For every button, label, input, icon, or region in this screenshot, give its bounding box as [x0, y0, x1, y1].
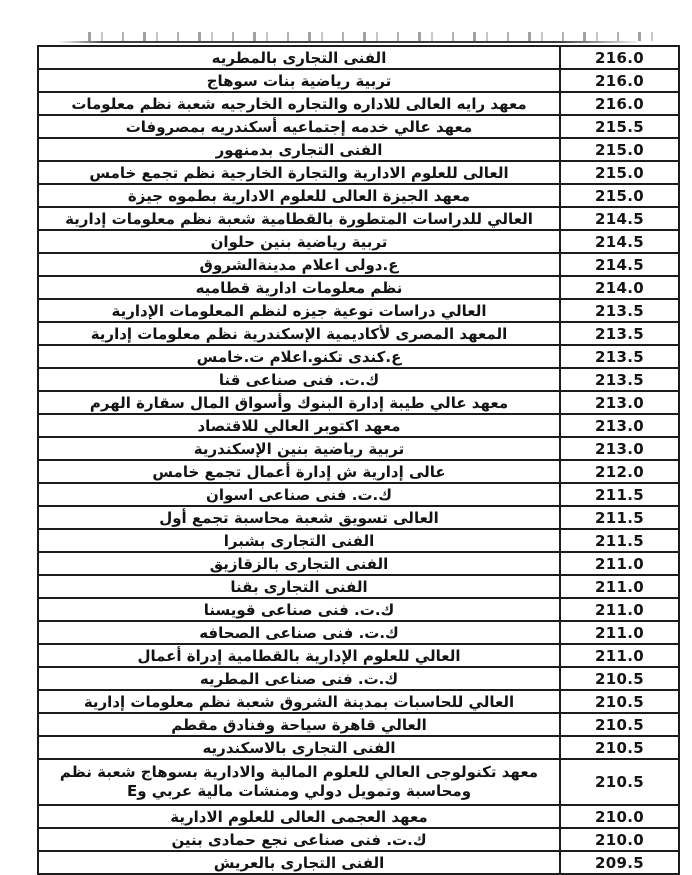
- institution-name: ك.ت. فنى صناعى الصحافه: [199, 623, 399, 642]
- score-value: 211.0: [559, 599, 678, 620]
- institution-name: العالى للعلوم الادارية والتجارة الخارجية نظم تجمع خامس: [89, 163, 509, 182]
- score-value: 211.5: [559, 507, 678, 528]
- score-value: 215.0: [559, 162, 678, 183]
- table-row: [39, 392, 678, 415]
- institution-name: الفنى التجارى بالاسكندريه: [202, 738, 396, 757]
- institution-name: ك.ت. فنى صناعى قنا: [218, 370, 380, 389]
- table-row: [39, 277, 678, 300]
- score-value: 213.5: [559, 369, 678, 390]
- institution-name: معهد عالي طيبة إدارة البنوك وأسواق المال سقارة الهرم: [89, 393, 509, 412]
- cut-off-row-border: [58, 41, 644, 43]
- table-row: [39, 576, 678, 599]
- score-value: 215.0: [559, 139, 678, 160]
- score-value: 211.5: [559, 530, 678, 551]
- table-row: [39, 300, 678, 323]
- institution-name: تربية رياضية بنين حلوان: [210, 232, 388, 251]
- score-value: 211.0: [559, 645, 678, 666]
- score-value: 215.0: [559, 185, 678, 206]
- score-value: 212.0: [559, 461, 678, 482]
- institution-name: معهد عالي خدمه إجتماعيه أسكندريه بمصروفات: [125, 117, 473, 136]
- score-value: 210.5: [559, 691, 678, 712]
- institution-name: ك.ت. فنى صناعى اسوان: [206, 485, 392, 504]
- institution-name: ع.دولى اعلام مدينةالشروق: [199, 255, 399, 274]
- table-row: [39, 737, 678, 760]
- scores-table: [37, 45, 680, 875]
- table-row: [39, 415, 678, 438]
- table-row: [39, 691, 678, 714]
- score-value: 210.5: [559, 737, 678, 758]
- score-value: 215.5: [559, 116, 678, 137]
- table-row: [39, 93, 678, 116]
- institution-name: العالي للحاسبات بمدينة الشروق شعبة نظم معلومات إدارية: [83, 692, 515, 711]
- table-row: [39, 231, 678, 254]
- institution-name: تربية رياضية بنات سوهاج: [206, 71, 392, 90]
- table-row: [39, 139, 678, 162]
- table-row: [39, 116, 678, 139]
- table-row: [39, 760, 678, 806]
- institution-name: الفنى التجارى بالزقازيق: [209, 554, 389, 573]
- institution-name: الفنى التجارى بشبرا: [223, 531, 375, 550]
- table-row: [39, 530, 678, 553]
- institution-name: معهد العجمى العالى للعلوم الادارية: [170, 807, 428, 826]
- score-value: 211.5: [559, 484, 678, 505]
- score-value: 210.5: [559, 668, 678, 689]
- institution-name: الفنى التجارى بالمطريه: [211, 48, 387, 67]
- table-row: [39, 47, 678, 70]
- score-value: 210.0: [559, 829, 678, 850]
- institution-name: الفنى التجارى بدمنهور: [215, 140, 383, 159]
- institution-name: عالى إدارية ش إدارة أعمال تجمع خامس: [152, 462, 446, 481]
- table-row: [39, 185, 678, 208]
- score-value: 216.0: [559, 47, 678, 68]
- table-row: [39, 806, 678, 829]
- table-row: [39, 507, 678, 530]
- institution-name: العالي دراسات نوعية جيزه لنظم المعلومات الإدارية: [111, 301, 487, 320]
- table-row: [39, 829, 678, 852]
- institution-name: الفنى التجارى بقنا: [230, 577, 368, 596]
- institution-name: العالي قاهرة سياحة وفنادق مقطم: [171, 715, 427, 734]
- table-row: [39, 461, 678, 484]
- table-row: [39, 438, 678, 461]
- table-row: [39, 668, 678, 691]
- table-row: [39, 599, 678, 622]
- institution-name: ع.كندى تكنو.اعلام ت.خامس: [196, 347, 402, 366]
- score-value: 214.0: [559, 277, 678, 298]
- table-row: [39, 622, 678, 645]
- table-row: [39, 714, 678, 737]
- score-value: 211.0: [559, 553, 678, 574]
- score-value: 211.0: [559, 576, 678, 597]
- table-row: [39, 254, 678, 277]
- institution-name: معهد رايه العالى للاداره والتجاره الخارجيه شعبة نظم معلومات: [71, 94, 527, 113]
- institution-name: الفنى التجارى بالعريش: [213, 853, 385, 872]
- score-value: 216.0: [559, 70, 678, 91]
- table-row: [39, 162, 678, 185]
- score-value: 211.0: [559, 622, 678, 643]
- score-value: 213.0: [559, 438, 678, 459]
- institution-name: معهد اكتوبر العالي للاقتصاد: [197, 416, 401, 435]
- institution-name: العالي للدراسات المتطورة بالقطامية شعبة نظم معلومات إدارية: [65, 209, 533, 228]
- institution-name: تربية رياضية بنين الإسكندرية: [193, 439, 405, 458]
- table-row: [39, 323, 678, 346]
- score-value: 213.5: [559, 346, 678, 367]
- table-row: [39, 70, 678, 93]
- score-value: 214.5: [559, 208, 678, 229]
- score-value: 213.0: [559, 392, 678, 413]
- institution-name: العالى تسويق شعبة محاسبة تجمع أول: [159, 508, 439, 527]
- score-value: 210.5: [559, 760, 678, 804]
- score-value: 216.0: [559, 93, 678, 114]
- score-value: 214.5: [559, 231, 678, 252]
- cut-off-row-remnant: [88, 32, 654, 41]
- institution-name: ك.ت. فنى صناعى المطريه: [199, 669, 399, 688]
- score-value: 210.5: [559, 714, 678, 735]
- score-value: 213.5: [559, 323, 678, 344]
- institution-name: المعهد المصرى لأكاديمية الإسكندرية نظم معلومات إدارية: [90, 324, 508, 343]
- institution-name: ك.ت. فنى صناعى نجع حمادى بنين: [171, 830, 427, 849]
- table-row: [39, 208, 678, 231]
- score-value: 214.5: [559, 254, 678, 275]
- institution-name: نظم معلومات ادارية قطاميه: [195, 278, 403, 297]
- score-value: 209.5: [559, 852, 678, 873]
- institution-name: العالي للعلوم الإدارية بالقطامية إدراة أعمال: [137, 646, 461, 665]
- table-row: [39, 553, 678, 576]
- score-value: 213.0: [559, 415, 678, 436]
- table-row: [39, 346, 678, 369]
- table-row: [39, 484, 678, 507]
- institution-name: معهد تكنولوجى العالي للعلوم المالية والادارية بسوهاج شعبة نظم ومحاسبة وتمويل دولي ومنشات مالية عربي وE: [59, 763, 539, 800]
- institution-name: ك.ت. فنى صناعى قويسنا: [203, 600, 395, 619]
- table-row: [39, 645, 678, 668]
- score-value: 213.5: [559, 300, 678, 321]
- table-row: [39, 369, 678, 392]
- score-value: 210.0: [559, 806, 678, 827]
- institution-name: معهد الجيزة العالى للعلوم الادارية بطموه جيزة: [127, 186, 471, 205]
